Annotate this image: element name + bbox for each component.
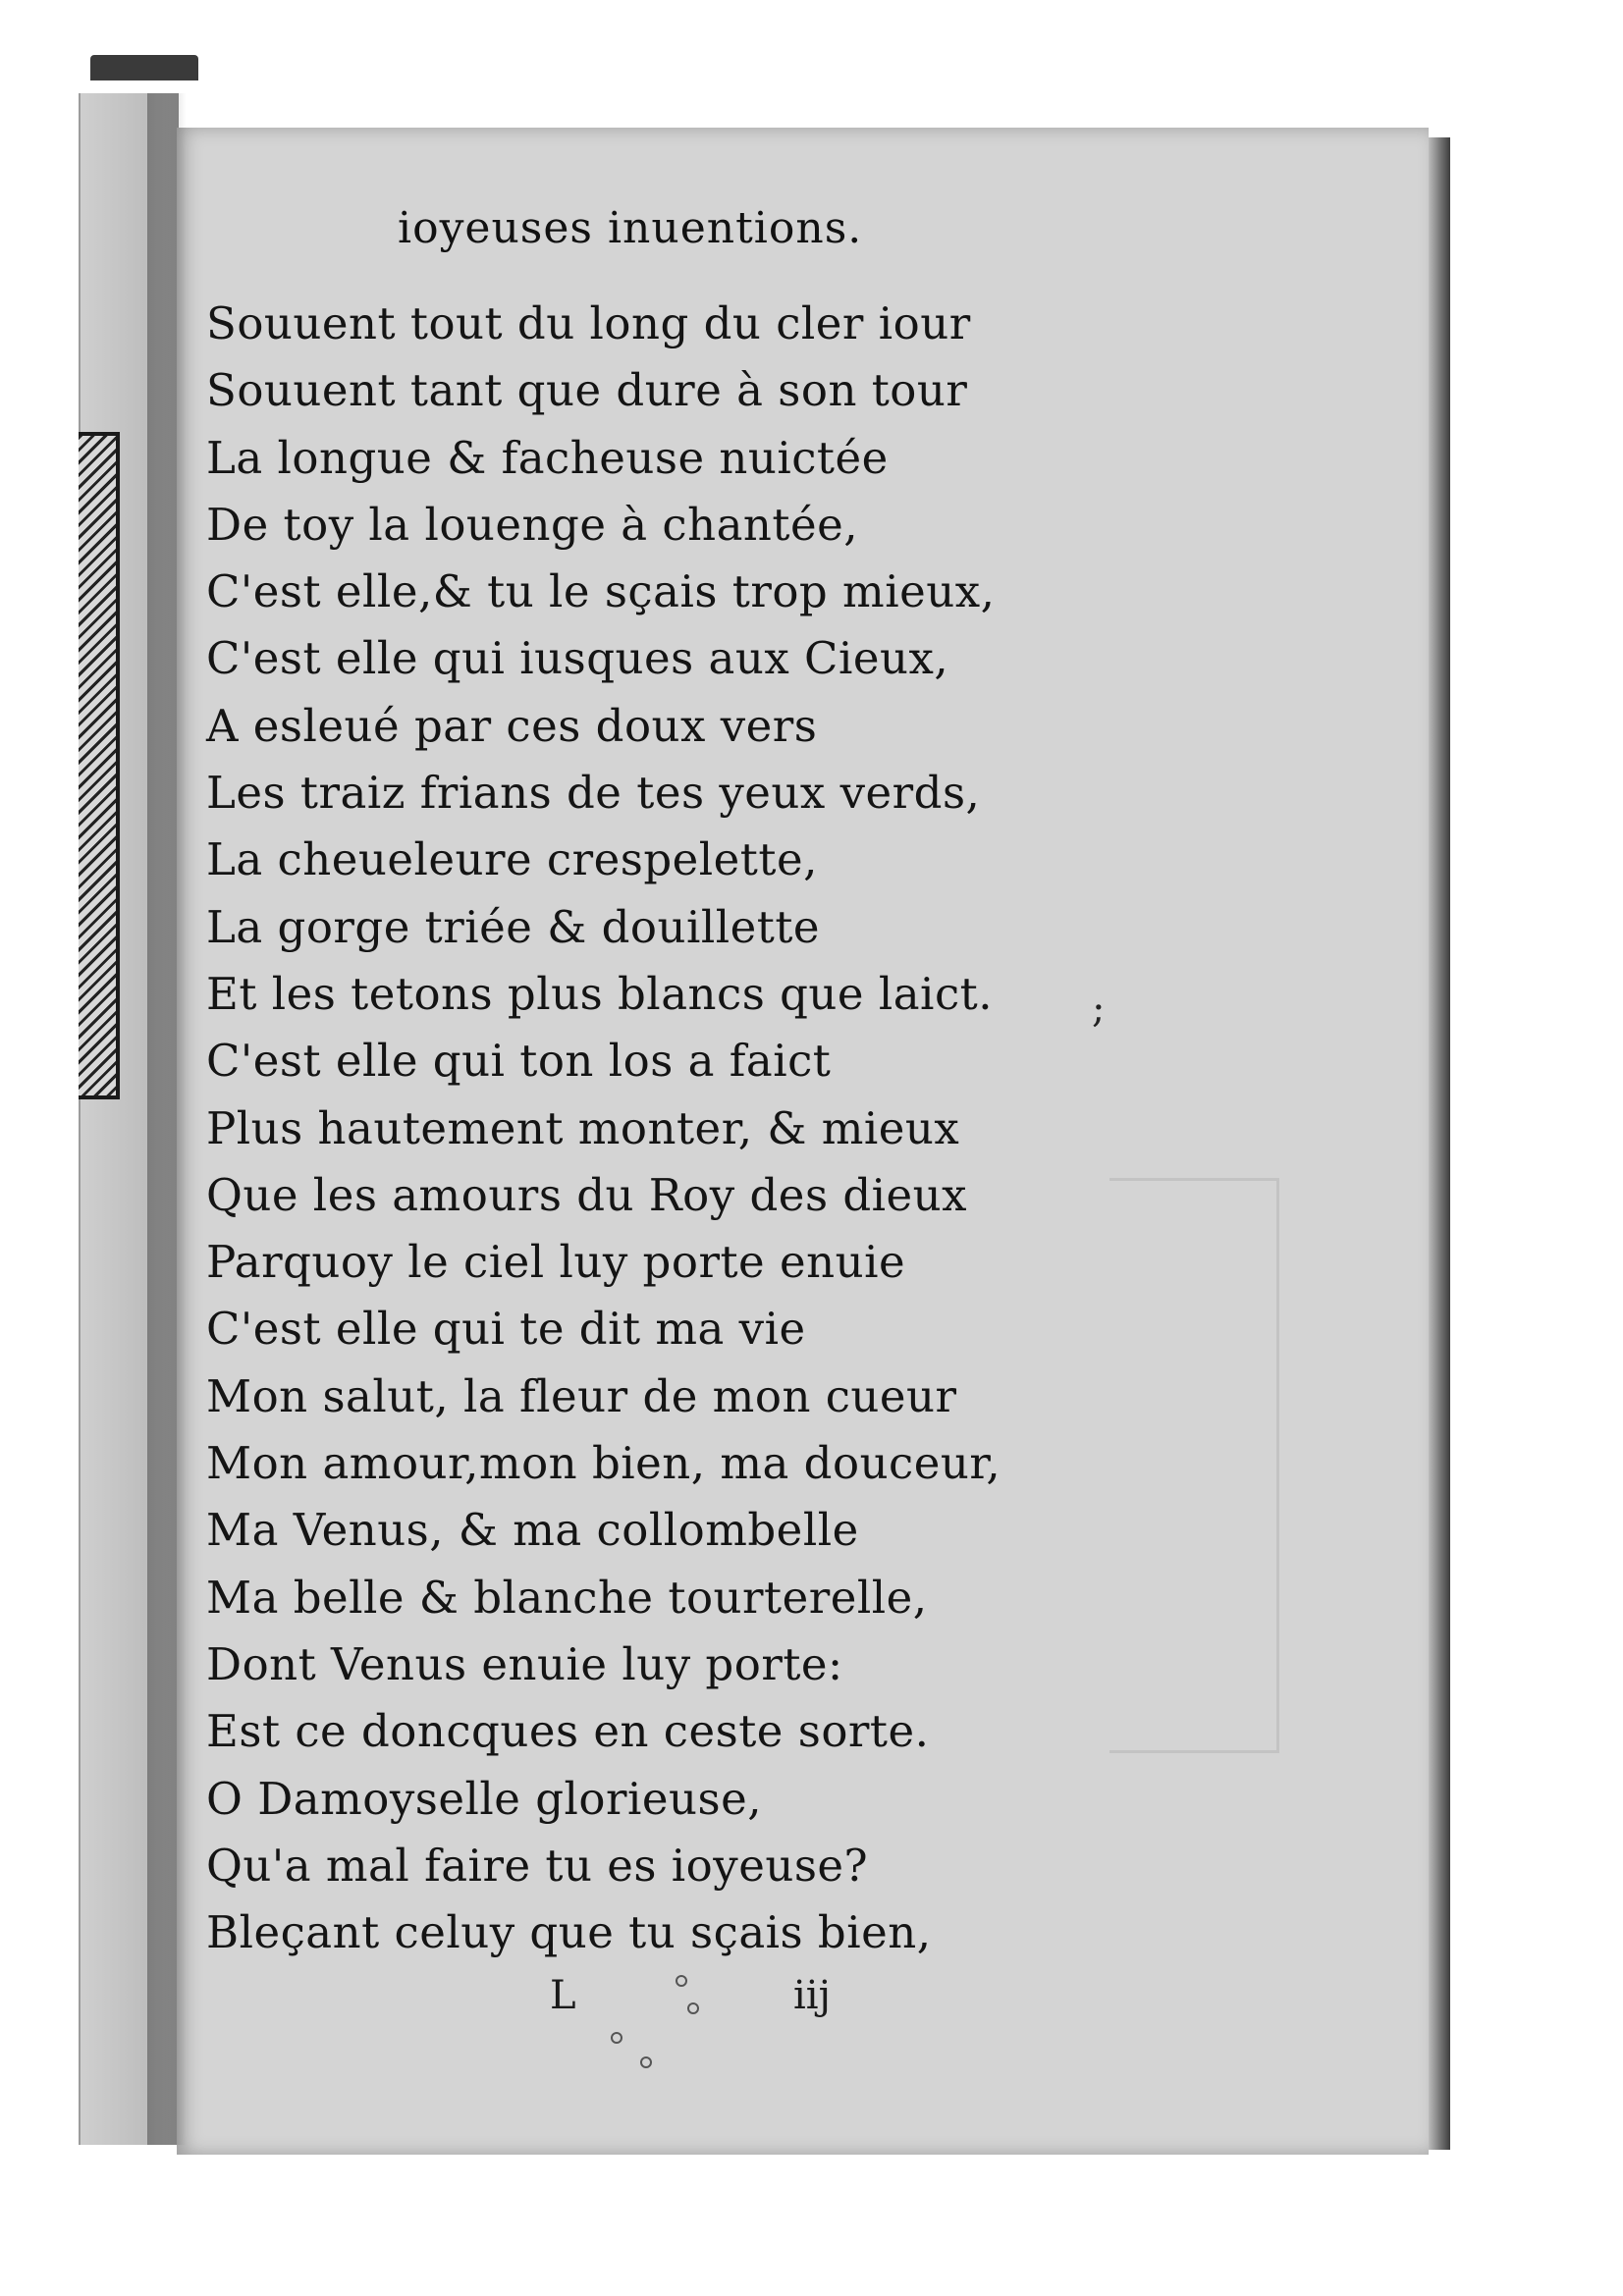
poem-line: Ma belle & blanche tourterelle, (206, 1571, 928, 1624)
bleed-through-impression (1109, 1178, 1279, 1753)
poem-line: Parquoy le ciel luy porte enuie (206, 1236, 906, 1289)
poem-line: De toy la louenge à chantée, (206, 498, 859, 551)
margin-mark: ; (1092, 987, 1106, 1032)
binding-shadow (147, 93, 187, 2145)
poem-line: Les traiz frians de tes yeux verds, (206, 767, 981, 820)
poem-line: A esleué par ces doux vers (206, 699, 818, 752)
poem-line: La longue & facheuse nuictée (206, 431, 889, 484)
poem-line: Plus hautement monter, & mieux (206, 1101, 960, 1154)
poem-text (206, 291, 1001, 1966)
poem-line: C'est elle qui ton los a faict (206, 1035, 832, 1088)
ink-speck (687, 2002, 699, 2014)
ink-speck (676, 1975, 687, 1987)
poem-line: Mon salut, la fleur de mon cueur (206, 1369, 957, 1422)
poem-line: Ma Venus, & ma collombelle (206, 1504, 859, 1557)
poem-line: La cheueleure crespelette, (206, 833, 818, 886)
poem-line: Souuent tant que dure à son tour (206, 364, 968, 417)
facing-page-woodcut-border (79, 432, 120, 1099)
ink-speck (611, 2032, 622, 2044)
ink-speck (640, 2056, 652, 2068)
poem-line: C'est elle,& tu le sçais trop mieux, (206, 565, 996, 618)
poem-line: Bleçant celuy que tu sçais bien, (206, 1906, 932, 1959)
poem-line: Dont Venus enuie luy porte: (206, 1637, 843, 1690)
poem-line: La gorge triée & douillette (206, 900, 821, 953)
poem-line: Souuent tout du long du cler iour (206, 297, 971, 349)
running-head: ioyeuses inuentions. (398, 203, 863, 253)
page-edge (1429, 137, 1450, 2150)
poem-line: C'est elle qui iusques aux Cieux, (206, 632, 949, 685)
poem-line: Et les tetons plus blancs que laict. (206, 967, 994, 1020)
signature-mark: L (550, 1973, 576, 2018)
book-spine-top (90, 55, 198, 80)
poem-line: Mon amour,mon bien, ma douceur, (206, 1437, 1001, 1490)
poem-line: Que les amours du Roy des dieux (206, 1168, 968, 1221)
poem-line: Qu'a mal faire tu es ioyeuse? (206, 1839, 869, 1892)
poem-line: C'est elle qui te dit ma vie (206, 1303, 806, 1356)
poem-line: Est ce doncques en ceste sorte. (206, 1705, 930, 1758)
poem-line: O Damoyselle glorieuse, (206, 1772, 763, 1825)
signature-number: iij (793, 1973, 831, 2018)
